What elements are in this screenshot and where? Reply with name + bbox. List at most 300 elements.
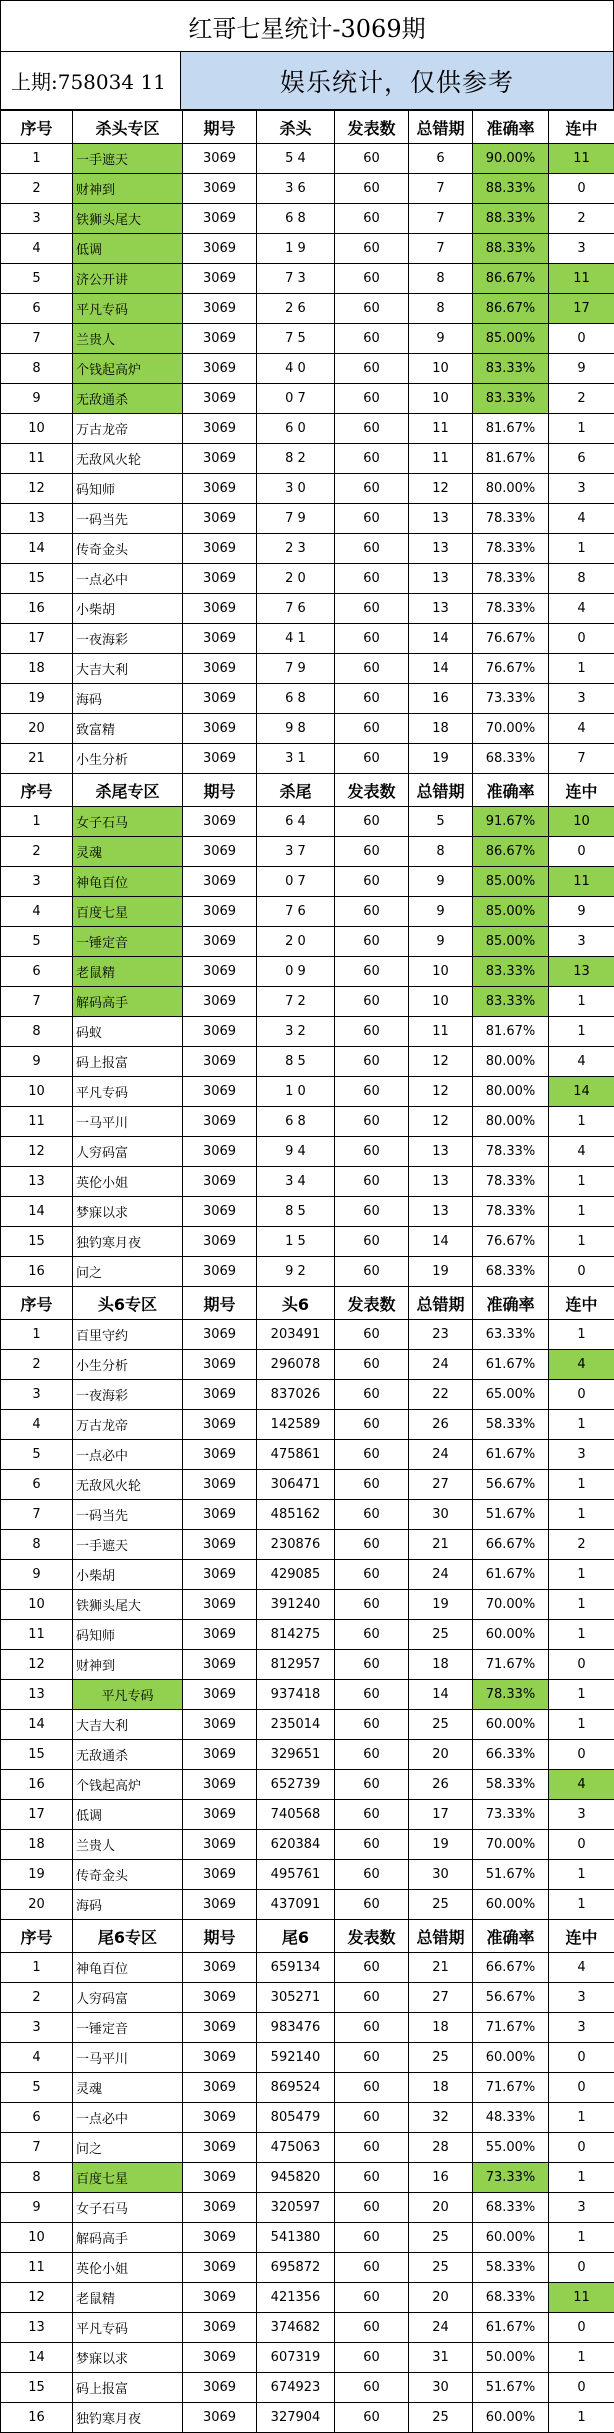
cell-streak: 3	[549, 927, 614, 957]
cell-index: 11	[1, 444, 73, 474]
table-row	[1, 2103, 614, 2133]
cell-count: 60	[335, 384, 409, 414]
cell-count: 60	[335, 1047, 409, 1077]
cell-accuracy: 66.33%	[473, 1740, 549, 1770]
table-row	[1, 2013, 614, 2043]
cell-streak: 1	[549, 414, 614, 444]
cell-name: 小柴胡	[73, 594, 183, 624]
cell-count: 60	[335, 174, 409, 204]
cell-index: 16	[1, 1257, 73, 1287]
cell-issue: 3069	[183, 1740, 257, 1770]
table-row	[1, 2313, 614, 2343]
table-row	[1, 1860, 614, 1890]
cell-name: 一码当先	[73, 504, 183, 534]
cell-index: 16	[1, 1770, 73, 1800]
cell-value: 8 5	[257, 1197, 335, 1227]
cell-index: 14	[1, 1197, 73, 1227]
cell-errors: 11	[409, 414, 473, 444]
cell-errors: 18	[409, 2013, 473, 2043]
cell-count: 60	[335, 1530, 409, 1560]
table-row	[1, 1740, 614, 1770]
cell-streak: 4	[549, 1953, 614, 1983]
cell-streak: 11	[549, 264, 614, 294]
cell-index: 13	[1, 1167, 73, 1197]
cell-errors: 27	[409, 1470, 473, 1500]
cell-issue: 3069	[183, 2073, 257, 2103]
table-row	[1, 1167, 614, 1197]
cell-issue: 3069	[183, 1530, 257, 1560]
cell-accuracy: 60.00%	[473, 1890, 549, 1920]
table-row	[1, 204, 614, 234]
table-row	[1, 1830, 614, 1860]
cell-value: 374682	[257, 2313, 335, 2343]
cell-value: 607319	[257, 2343, 335, 2373]
cell-name: 神龟百位	[73, 1953, 183, 1983]
cell-index: 3	[1, 867, 73, 897]
cell-index: 13	[1, 2313, 73, 2343]
cell-value: 0 7	[257, 384, 335, 414]
cell-value: 8 2	[257, 444, 335, 474]
cell-count: 60	[335, 1470, 409, 1500]
cell-errors: 12	[409, 474, 473, 504]
cell-accuracy: 66.67%	[473, 1530, 549, 1560]
table-row	[1, 1590, 614, 1620]
cell-errors: 26	[409, 1410, 473, 1440]
cell-value: 391240	[257, 1590, 335, 1620]
header-count: 发表数	[335, 1920, 409, 1953]
cell-value: 8 5	[257, 1047, 335, 1077]
cell-index: 11	[1, 1620, 73, 1650]
cell-name: 人穷码富	[73, 1983, 183, 2013]
cell-streak: 3	[549, 2013, 614, 2043]
cell-value: 9 8	[257, 714, 335, 744]
cell-count: 60	[335, 1380, 409, 1410]
cell-value: 541380	[257, 2223, 335, 2253]
cell-count: 60	[335, 204, 409, 234]
cell-count: 60	[335, 2163, 409, 2193]
cell-streak: 1	[549, 1197, 614, 1227]
cell-errors: 14	[409, 624, 473, 654]
cell-issue: 3069	[183, 264, 257, 294]
cell-name: 一锤定音	[73, 2013, 183, 2043]
header-issue: 期号	[183, 774, 257, 807]
cell-index: 12	[1, 474, 73, 504]
cell-streak: 1	[549, 1860, 614, 1890]
cell-errors: 27	[409, 1983, 473, 2013]
cell-accuracy: 68.33%	[473, 2193, 549, 2223]
cell-index: 6	[1, 1470, 73, 1500]
cell-name: 无敌通杀	[73, 1740, 183, 1770]
cell-value: 740568	[257, 1800, 335, 1830]
cell-streak: 3	[549, 1983, 614, 2013]
cell-count: 60	[335, 1680, 409, 1710]
cell-count: 60	[335, 444, 409, 474]
table-row	[1, 2373, 614, 2403]
cell-index: 7	[1, 2133, 73, 2163]
table-row	[1, 144, 614, 174]
cell-index: 15	[1, 1740, 73, 1770]
cell-streak: 2	[549, 384, 614, 414]
cell-issue: 3069	[183, 144, 257, 174]
cell-errors: 13	[409, 1197, 473, 1227]
cell-errors: 25	[409, 2223, 473, 2253]
cell-name: 平凡专码	[73, 1680, 183, 1710]
table-row	[1, 1953, 614, 1983]
cell-accuracy: 56.67%	[473, 1470, 549, 1500]
cell-accuracy: 78.33%	[473, 534, 549, 564]
table-row	[1, 927, 614, 957]
header-accuracy: 准确率	[473, 111, 549, 144]
cell-issue: 3069	[183, 927, 257, 957]
cell-streak: 9	[549, 354, 614, 384]
cell-name: 灵魂	[73, 837, 183, 867]
table-row	[1, 1983, 614, 2013]
cell-name: 铁狮头尾大	[73, 1590, 183, 1620]
cell-accuracy: 83.33%	[473, 354, 549, 384]
cell-errors: 18	[409, 714, 473, 744]
previous-result: 上期:758034 11	[1, 52, 181, 109]
table-row	[1, 1890, 614, 1920]
cell-count: 60	[335, 474, 409, 504]
header-name: 尾6专区	[73, 1920, 183, 1953]
cell-accuracy: 86.67%	[473, 294, 549, 324]
cell-count: 60	[335, 1500, 409, 1530]
cell-index: 6	[1, 294, 73, 324]
table-row	[1, 1350, 614, 1380]
cell-value: 6 8	[257, 1107, 335, 1137]
cell-name: 老鼠精	[73, 2283, 183, 2313]
header-issue: 期号	[183, 111, 257, 144]
cell-count: 60	[335, 684, 409, 714]
cell-index: 6	[1, 957, 73, 987]
cell-accuracy: 80.00%	[473, 1107, 549, 1137]
cell-errors: 20	[409, 2283, 473, 2313]
cell-accuracy: 85.00%	[473, 927, 549, 957]
cell-accuracy: 78.33%	[473, 1137, 549, 1167]
cell-issue: 3069	[183, 2193, 257, 2223]
table-row	[1, 504, 614, 534]
cell-index: 5	[1, 927, 73, 957]
cell-accuracy: 61.67%	[473, 1560, 549, 1590]
cell-issue: 3069	[183, 1440, 257, 1470]
cell-name: 神龟百位	[73, 867, 183, 897]
cell-errors: 12	[409, 1077, 473, 1107]
cell-issue: 3069	[183, 624, 257, 654]
cell-count: 60	[335, 2043, 409, 2073]
cell-errors: 25	[409, 2043, 473, 2073]
cell-streak: 4	[549, 1137, 614, 1167]
cell-name: 传奇金头	[73, 1860, 183, 1890]
cell-index: 13	[1, 1680, 73, 1710]
cell-issue: 3069	[183, 1590, 257, 1620]
cell-issue: 3069	[183, 867, 257, 897]
cell-issue: 3069	[183, 1167, 257, 1197]
cell-issue: 3069	[183, 2013, 257, 2043]
cell-name: 一点必中	[73, 1440, 183, 1470]
cell-index: 18	[1, 654, 73, 684]
cell-streak: 0	[549, 837, 614, 867]
table-row	[1, 2343, 614, 2373]
cell-name: 海码	[73, 1890, 183, 1920]
cell-count: 60	[335, 1107, 409, 1137]
cell-index: 18	[1, 1830, 73, 1860]
cell-streak: 1	[549, 654, 614, 684]
cell-issue: 3069	[183, 2133, 257, 2163]
cell-issue: 3069	[183, 294, 257, 324]
cell-streak: 11	[549, 144, 614, 174]
cell-errors: 8	[409, 837, 473, 867]
cell-name: 济公开讲	[73, 264, 183, 294]
cell-streak: 10	[549, 807, 614, 837]
cell-index: 9	[1, 2193, 73, 2223]
cell-value: 620384	[257, 1830, 335, 1860]
cell-errors: 9	[409, 927, 473, 957]
cell-name: 一手遮天	[73, 1530, 183, 1560]
cell-errors: 20	[409, 1740, 473, 1770]
cell-issue: 3069	[183, 1620, 257, 1650]
header-value: 杀头	[257, 111, 335, 144]
cell-accuracy: 80.00%	[473, 1077, 549, 1107]
header-errors: 总错期	[409, 1287, 473, 1320]
cell-value: 5 4	[257, 144, 335, 174]
cell-index: 1	[1, 1320, 73, 1350]
cell-value: 2 6	[257, 294, 335, 324]
cell-name: 兰贵人	[73, 324, 183, 354]
cell-value: 805479	[257, 2103, 335, 2133]
cell-errors: 18	[409, 2073, 473, 2103]
cell-value: 837026	[257, 1380, 335, 1410]
cell-errors: 12	[409, 1047, 473, 1077]
cell-issue: 3069	[183, 324, 257, 354]
table-row	[1, 957, 614, 987]
header-issue: 期号	[183, 1287, 257, 1320]
table-row	[1, 1380, 614, 1410]
cell-value: 3 4	[257, 1167, 335, 1197]
cell-index: 10	[1, 2223, 73, 2253]
cell-name: 英伦小姐	[73, 1167, 183, 1197]
cell-value: 7 6	[257, 594, 335, 624]
cell-index: 4	[1, 1410, 73, 1440]
table-row	[1, 294, 614, 324]
cell-streak: 13	[549, 957, 614, 987]
cell-name: 一手遮天	[73, 144, 183, 174]
cell-index: 16	[1, 2403, 73, 2433]
section-header-row	[1, 111, 614, 144]
table-row	[1, 654, 614, 684]
cell-name: 一夜海彩	[73, 1380, 183, 1410]
cell-index: 13	[1, 504, 73, 534]
cell-value: 421356	[257, 2283, 335, 2313]
cell-index: 7	[1, 987, 73, 1017]
cell-errors: 7	[409, 234, 473, 264]
table-row	[1, 264, 614, 294]
cell-name: 女子石马	[73, 2193, 183, 2223]
cell-accuracy: 48.33%	[473, 2103, 549, 2133]
cell-issue: 3069	[183, 2253, 257, 2283]
cell-issue: 3069	[183, 1410, 257, 1440]
cell-count: 60	[335, 2403, 409, 2433]
cell-errors: 28	[409, 2133, 473, 2163]
cell-value: 9 2	[257, 1257, 335, 1287]
cell-accuracy: 66.67%	[473, 1953, 549, 1983]
cell-errors: 13	[409, 504, 473, 534]
cell-accuracy: 78.33%	[473, 504, 549, 534]
cell-issue: 3069	[183, 2373, 257, 2403]
cell-streak: 0	[549, 2073, 614, 2103]
cell-value: 475861	[257, 1440, 335, 1470]
cell-value: 2 0	[257, 927, 335, 957]
cell-index: 2	[1, 1350, 73, 1380]
cell-issue: 3069	[183, 1047, 257, 1077]
cell-count: 60	[335, 1983, 409, 2013]
cell-accuracy: 83.33%	[473, 957, 549, 987]
cell-streak: 0	[549, 1650, 614, 1680]
table-row	[1, 897, 614, 927]
cell-issue: 3069	[183, 1197, 257, 1227]
cell-name: 传奇金头	[73, 534, 183, 564]
cell-streak: 0	[549, 2133, 614, 2163]
cell-name: 独钓寒月夜	[73, 1227, 183, 1257]
cell-index: 9	[1, 384, 73, 414]
cell-issue: 3069	[183, 534, 257, 564]
cell-name: 码知师	[73, 1620, 183, 1650]
cell-name: 码上报富	[73, 2373, 183, 2403]
cell-name: 平凡专码	[73, 294, 183, 324]
cell-streak: 0	[549, 324, 614, 354]
cell-streak: 1	[549, 2163, 614, 2193]
table-row	[1, 1077, 614, 1107]
cell-issue: 3069	[183, 174, 257, 204]
cell-name: 大吉大利	[73, 654, 183, 684]
cell-accuracy: 60.00%	[473, 2223, 549, 2253]
cell-errors: 10	[409, 354, 473, 384]
cell-streak: 1	[549, 1560, 614, 1590]
cell-issue: 3069	[183, 1800, 257, 1830]
cell-accuracy: 88.33%	[473, 234, 549, 264]
cell-count: 60	[335, 654, 409, 684]
header-name: 杀尾专区	[73, 774, 183, 807]
cell-name: 一马平川	[73, 1107, 183, 1137]
cell-count: 60	[335, 2283, 409, 2313]
header-streak: 连中	[549, 774, 614, 807]
cell-value: 9 4	[257, 1137, 335, 1167]
table-row	[1, 234, 614, 264]
cell-count: 60	[335, 1257, 409, 1287]
cell-count: 60	[335, 294, 409, 324]
cell-errors: 30	[409, 1500, 473, 1530]
cell-count: 60	[335, 2193, 409, 2223]
cell-streak: 1	[549, 2223, 614, 2253]
cell-count: 60	[335, 987, 409, 1017]
table-row	[1, 744, 614, 774]
cell-index: 4	[1, 234, 73, 264]
cell-name: 梦寐以求	[73, 2343, 183, 2373]
cell-streak: 3	[549, 1440, 614, 1470]
cell-streak: 11	[549, 867, 614, 897]
cell-accuracy: 51.67%	[473, 2373, 549, 2403]
table-row	[1, 837, 614, 867]
cell-value: 7 9	[257, 654, 335, 684]
cell-index: 10	[1, 1590, 73, 1620]
cell-accuracy: 61.67%	[473, 1350, 549, 1380]
cell-issue: 3069	[183, 1017, 257, 1047]
cell-count: 60	[335, 1560, 409, 1590]
cell-count: 60	[335, 1320, 409, 1350]
cell-name: 解码高手	[73, 2223, 183, 2253]
table-row	[1, 807, 614, 837]
cell-name: 解码高手	[73, 987, 183, 1017]
cell-index: 20	[1, 714, 73, 744]
header-name: 杀头专区	[73, 111, 183, 144]
cell-count: 60	[335, 1410, 409, 1440]
table-row	[1, 564, 614, 594]
cell-streak: 1	[549, 1017, 614, 1047]
cell-count: 60	[335, 1890, 409, 1920]
cell-streak: 9	[549, 897, 614, 927]
table-row	[1, 2043, 614, 2073]
subheader	[0, 52, 614, 110]
cell-count: 60	[335, 504, 409, 534]
cell-index: 20	[1, 1890, 73, 1920]
cell-count: 60	[335, 1953, 409, 1983]
cell-streak: 0	[549, 1380, 614, 1410]
cell-count: 60	[335, 264, 409, 294]
cell-index: 1	[1, 144, 73, 174]
cell-errors: 20	[409, 2193, 473, 2223]
cell-count: 60	[335, 534, 409, 564]
cell-name: 兰贵人	[73, 1830, 183, 1860]
cell-streak: 3	[549, 684, 614, 714]
cell-accuracy: 76.67%	[473, 624, 549, 654]
cell-errors: 22	[409, 1380, 473, 1410]
cell-issue: 3069	[183, 474, 257, 504]
cell-name: 大吉大利	[73, 1710, 183, 1740]
cell-index: 14	[1, 2343, 73, 2373]
cell-count: 60	[335, 1167, 409, 1197]
cell-errors: 19	[409, 1590, 473, 1620]
header-value: 头6	[257, 1287, 335, 1320]
cell-value: 203491	[257, 1320, 335, 1350]
cell-streak: 1	[549, 1167, 614, 1197]
cell-value: 230876	[257, 1530, 335, 1560]
cell-value: 296078	[257, 1350, 335, 1380]
cell-value: 437091	[257, 1890, 335, 1920]
cell-accuracy: 91.67%	[473, 807, 549, 837]
cell-index: 4	[1, 897, 73, 927]
cell-accuracy: 73.33%	[473, 1800, 549, 1830]
cell-accuracy: 78.33%	[473, 594, 549, 624]
cell-count: 60	[335, 1770, 409, 1800]
cell-errors: 9	[409, 324, 473, 354]
cell-name: 人穷码富	[73, 1137, 183, 1167]
cell-errors: 9	[409, 867, 473, 897]
cell-streak: 0	[549, 1740, 614, 1770]
cell-accuracy: 86.67%	[473, 837, 549, 867]
cell-index: 8	[1, 354, 73, 384]
cell-accuracy: 76.67%	[473, 1227, 549, 1257]
cell-accuracy: 68.33%	[473, 2283, 549, 2313]
cell-accuracy: 78.33%	[473, 1680, 549, 1710]
table-row	[1, 987, 614, 1017]
header-issue: 期号	[183, 1920, 257, 1953]
cell-issue: 3069	[183, 1680, 257, 1710]
header-value: 尾6	[257, 1920, 335, 1953]
cell-accuracy: 60.00%	[473, 2043, 549, 2073]
table-row	[1, 2073, 614, 2103]
cell-count: 60	[335, 1077, 409, 1107]
header-streak: 连中	[549, 111, 614, 144]
cell-name: 低调	[73, 234, 183, 264]
